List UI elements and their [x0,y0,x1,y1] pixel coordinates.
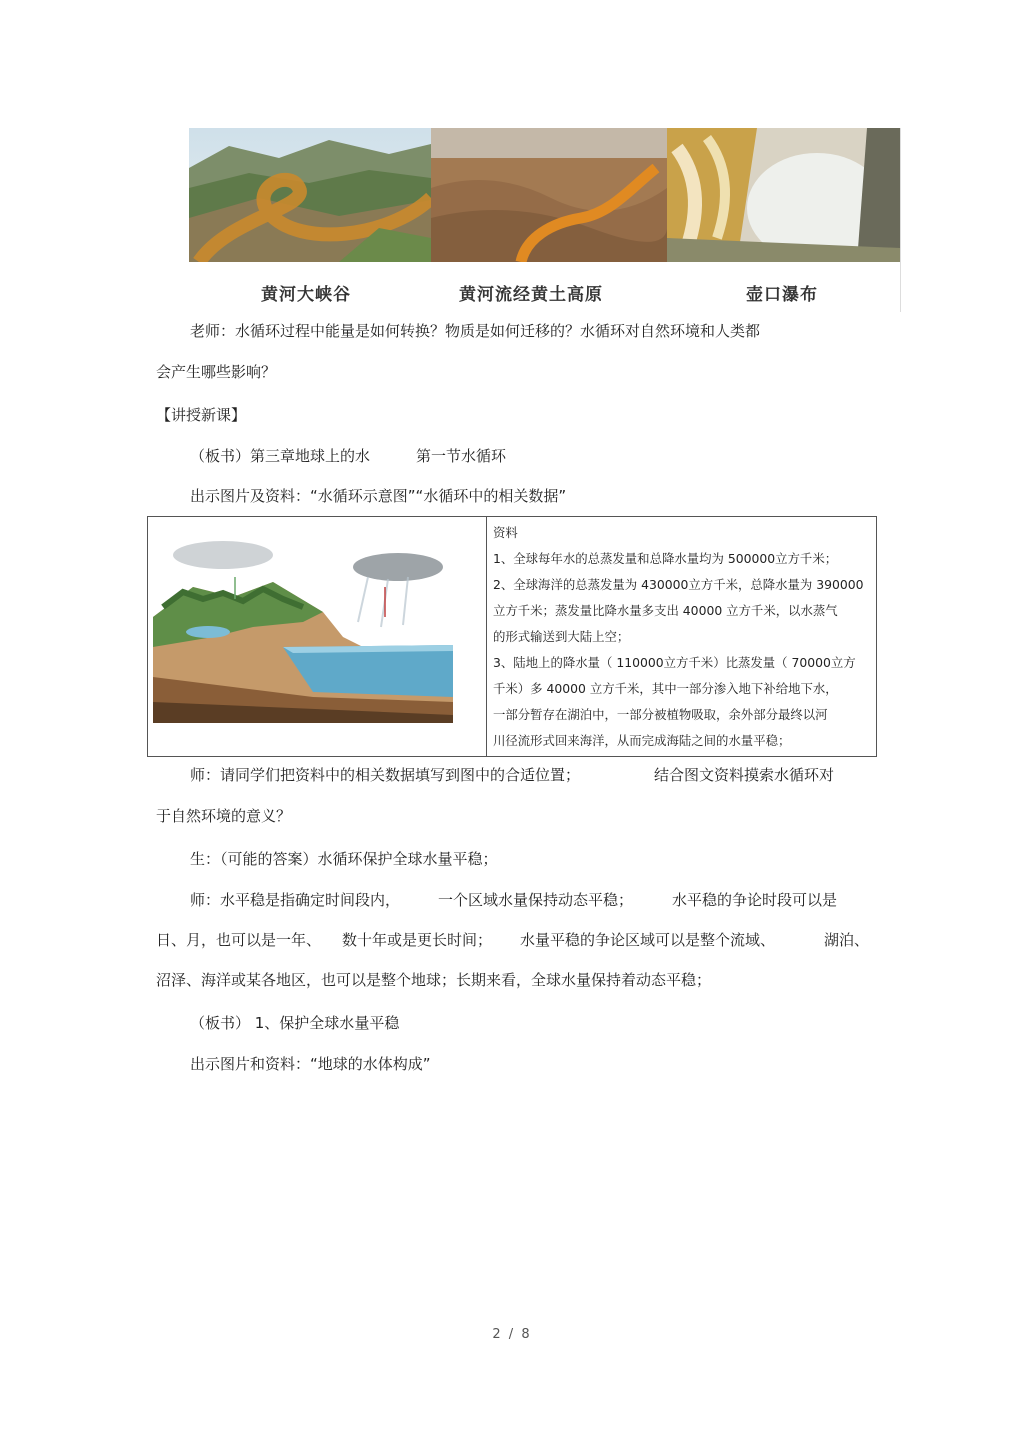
figure-divider [486,517,487,756]
board-chapter-title: （板书）第三章地球上的水 [190,447,371,465]
caption-waterfall: 壶口瀑布 [746,285,818,305]
caption-loess-plateau: 黄河流经黄土高原 [459,285,603,305]
water-cycle-figure-box [147,516,877,757]
paragraph-teacher-explain-6: 水量平稳的争论区域可以是整个流域、 [520,931,776,949]
paragraph-teacher-explain-8: 沼泽、海洋或某各地区，也可以是整个地球；长期来看，全球水量保持着动态平稳； [156,971,712,989]
paragraph-teacher-question: 老师：水循环过程中能量是如何转换？物质是如何迁移的？水循环对自然环境和人类都 [190,322,761,340]
water-cycle-diagram [153,527,459,723]
paragraph-teacher-task-cont: 于自然环境的意义？ [156,807,292,825]
paragraph-teacher-explain-5: 数十年或是更长时间； [342,931,493,949]
paragraph-teacher-task-2: 结合图文资料摸索水循环对 [654,766,835,784]
data-line: 川径流形式回来海洋，从而完成海陆之间的水量平稳； [493,733,791,748]
section-heading-new-lesson: 【讲授新课】 [156,406,247,424]
paragraph-teacher-explain-4: 日、月，也可以是一年、 [156,931,322,949]
photo-strip [189,128,901,312]
paragraph-show-materials: 出示图片及资料：“水循环示意图”“水循环中的相关数据” [190,487,567,505]
data-line: 的形式输送到大陆上空； [493,629,630,644]
caption-canyon: 黄河大峡谷 [261,285,351,305]
data-materials [493,520,873,754]
board-section-title: 第一节水循环 [416,447,507,465]
page-number: 2 / 8 [492,1327,532,1342]
waterfall-photo [667,128,900,262]
data-line: 立方千米；蒸发量比降水量多支出 40000 立方千米，以水蒸气 [493,603,838,618]
paragraph-teacher-question-cont: 会产生哪些影响？ [156,363,277,381]
data-line: 2、全球海洋的总蒸发量为 430000立方千米，总降水量为 390000 [493,577,864,592]
paragraph-teacher-explain-3: 水平稳的争论时段可以是 [672,891,838,909]
data-line: 一部分暂存在湖泊中，一部分被植物吸取，余外部分最终以河 [493,707,828,722]
paragraph-student-answer: 生：（可能的答案）水循环保护全球水量平稳； [190,850,498,868]
paragraph-teacher-explain-1: 师：水平稳是指确定时间段内， [190,891,401,909]
paragraph-teacher-task: 师：请同学们把资料中的相关数据填写到图中的合适位置； [190,766,581,784]
loess-plateau-photo [431,128,667,262]
data-line: 3、陆地上的降水量（ 110000立方千米）比蒸发量（ 70000立方 [493,655,856,670]
data-line: 1、全球每年水的总蒸发量和总降水量均为 500000立方千米； [493,551,838,566]
data-line: 千米）多 40000 立方千米，其中一部分渗入地下补给地下水， [493,681,838,696]
paragraph-teacher-explain-2: 一个区域水量保持动态平稳； [438,891,634,909]
paragraph-show-water-bodies: 出示图片和资料：“地球的水体构成” [190,1055,431,1073]
canyon-photo [189,128,431,262]
board-point-1: （板书） 1、保护全球水量平稳 [190,1014,400,1032]
paragraph-teacher-explain-7: 湖泊、 [824,931,870,949]
data-title: 资料 [493,525,518,540]
